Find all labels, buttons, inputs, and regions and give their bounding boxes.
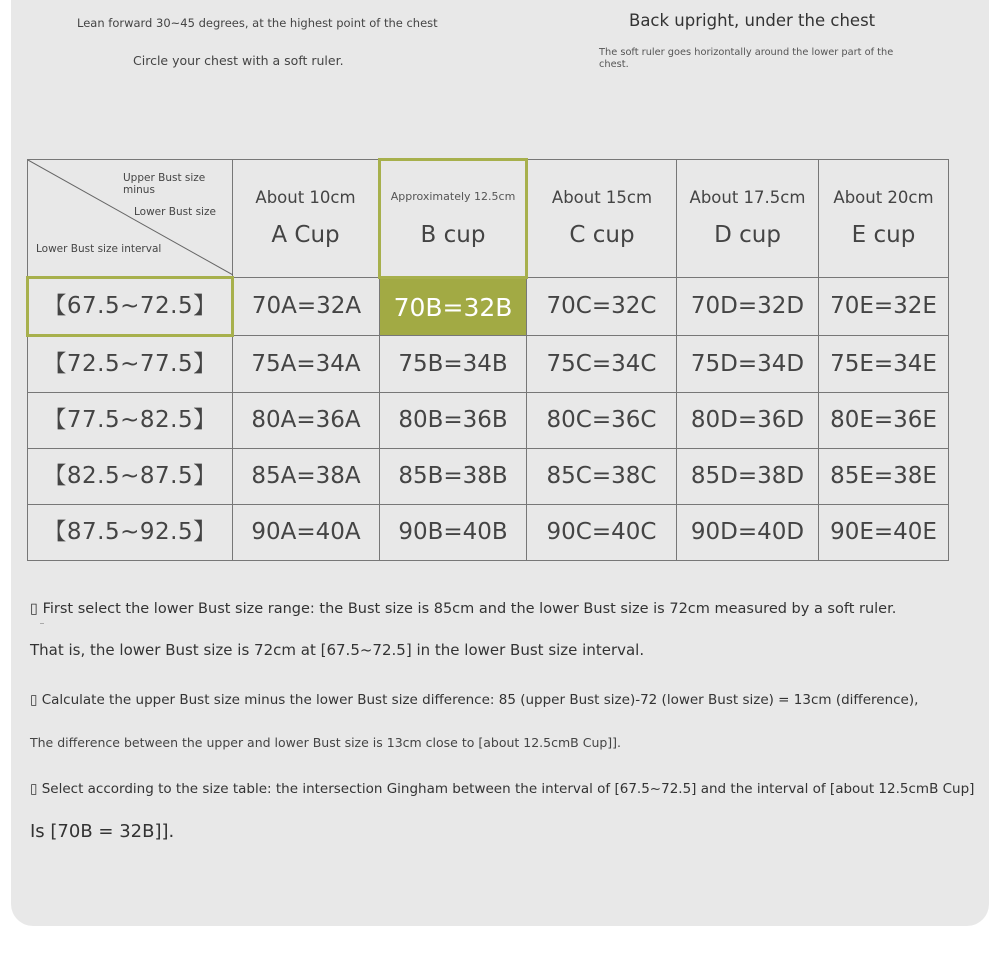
size-cell: 80D=36D: [677, 393, 819, 449]
column-header-d: [677, 160, 819, 278]
table-row: [28, 449, 949, 505]
column-diff: Approximately 12.5cm: [390, 189, 516, 203]
row-interval: 【77.5~82.5】: [28, 393, 233, 449]
size-cell: 70E=32E: [819, 278, 949, 336]
size-cell: 90B=40B: [380, 505, 527, 561]
corner-lower-label: Lower Bust size: [134, 206, 216, 218]
size-cell: 80A=36A: [233, 393, 380, 449]
size-cell: 70A=32A: [233, 278, 380, 336]
column-diff: About 20cm: [833, 187, 934, 207]
column-cup: A Cup: [271, 222, 340, 249]
size-cell: 90D=40D: [677, 505, 819, 561]
column-header-a: [233, 160, 380, 278]
row-interval: 【82.5~87.5】: [28, 449, 233, 505]
header-left-instruction: Lean forward 30~45 degrees, at the highest point of the chest: [77, 16, 438, 30]
step3-detail-text: Is [70B = 32B]].: [30, 821, 175, 842]
size-cell: 90E=40E: [819, 505, 949, 561]
column-header-c: [527, 160, 677, 278]
header-right-instruction: Back upright, under the chest: [629, 11, 876, 30]
corner-cell: [28, 160, 233, 278]
column-header-e: [819, 160, 949, 278]
column-cup: B cup: [420, 221, 486, 248]
row-interval: 【72.5~77.5】: [28, 336, 233, 393]
size-cell: 75E=34E: [819, 336, 949, 393]
column-header-b: [380, 160, 527, 278]
table-row: [28, 278, 949, 336]
size-cell: 75D=34D: [677, 336, 819, 393]
size-cell: 85A=38A: [233, 449, 380, 505]
size-cell-highlighted: 70B=32B: [380, 278, 527, 336]
column-cup: D cup: [714, 222, 781, 249]
table-row: [28, 505, 949, 561]
size-cell: 80B=36B: [380, 393, 527, 449]
size-cell: 90C=40C: [527, 505, 677, 561]
corner-interval-label: Lower Bust size interval: [36, 243, 162, 255]
size-cell: 70D=32D: [677, 278, 819, 336]
size-cell: 80C=36C: [527, 393, 677, 449]
corner-upper-label: Upper Bust size minus: [123, 172, 206, 196]
size-cell: 90A=40A: [233, 505, 380, 561]
column-diff: About 10cm: [255, 187, 356, 207]
size-cell: 85E=38E: [819, 449, 949, 505]
column-cup: E cup: [851, 222, 916, 249]
size-cell: 70C=32C: [527, 278, 677, 336]
step2-text: ▯ Calculate the upper Bust size minus the lower Bust size difference: 85 (upper Bust size)-72 (lower Bust size) = 13cm (difference),: [30, 692, 919, 708]
header-left-subinstruction: Circle your chest with a soft ruler.: [133, 53, 344, 68]
column-cup: C cup: [569, 222, 635, 249]
size-cell: 75B=34B: [380, 336, 527, 393]
table-row: [28, 393, 949, 449]
size-cell: 85C=38C: [527, 449, 677, 505]
size-table: [26, 158, 949, 561]
row-interval: 【67.5~72.5】: [28, 278, 233, 336]
size-cell: 85B=38B: [380, 449, 527, 505]
row-interval: 【87.5~92.5】: [28, 505, 233, 561]
step3-text: ▯ Select according to the size table: the intersection Gingham between the interval of [67.5~72.5] and the interval of [about 12.5cmB Cup]: [30, 781, 975, 797]
step2-detail-text: The difference between the upper and lower Bust size is 13cm close to [about 12.5cmB Cup]].: [30, 735, 622, 750]
table-header-row: [28, 160, 949, 278]
column-diff: About 17.5cm: [689, 187, 806, 207]
size-cell: 85D=38D: [677, 449, 819, 505]
divider-mark: [40, 623, 44, 624]
table-row: [28, 336, 949, 393]
header-right-subinstruction: The soft ruler goes horizontally around the lower part of the chest.: [599, 47, 894, 70]
step1-text: ▯ First select the lower Bust size range: the Bust size is 85cm and the lower Bust size is 72cm measured by a soft ruler.: [30, 601, 897, 617]
column-diff: About 15cm: [551, 187, 653, 207]
size-cell: 75C=34C: [527, 336, 677, 393]
step1-detail-text: That is, the lower Bust size is 72cm at [67.5~72.5] in the lower Bust size interval.: [30, 641, 645, 659]
size-cell: 75A=34A: [233, 336, 380, 393]
size-cell: 80E=36E: [819, 393, 949, 449]
